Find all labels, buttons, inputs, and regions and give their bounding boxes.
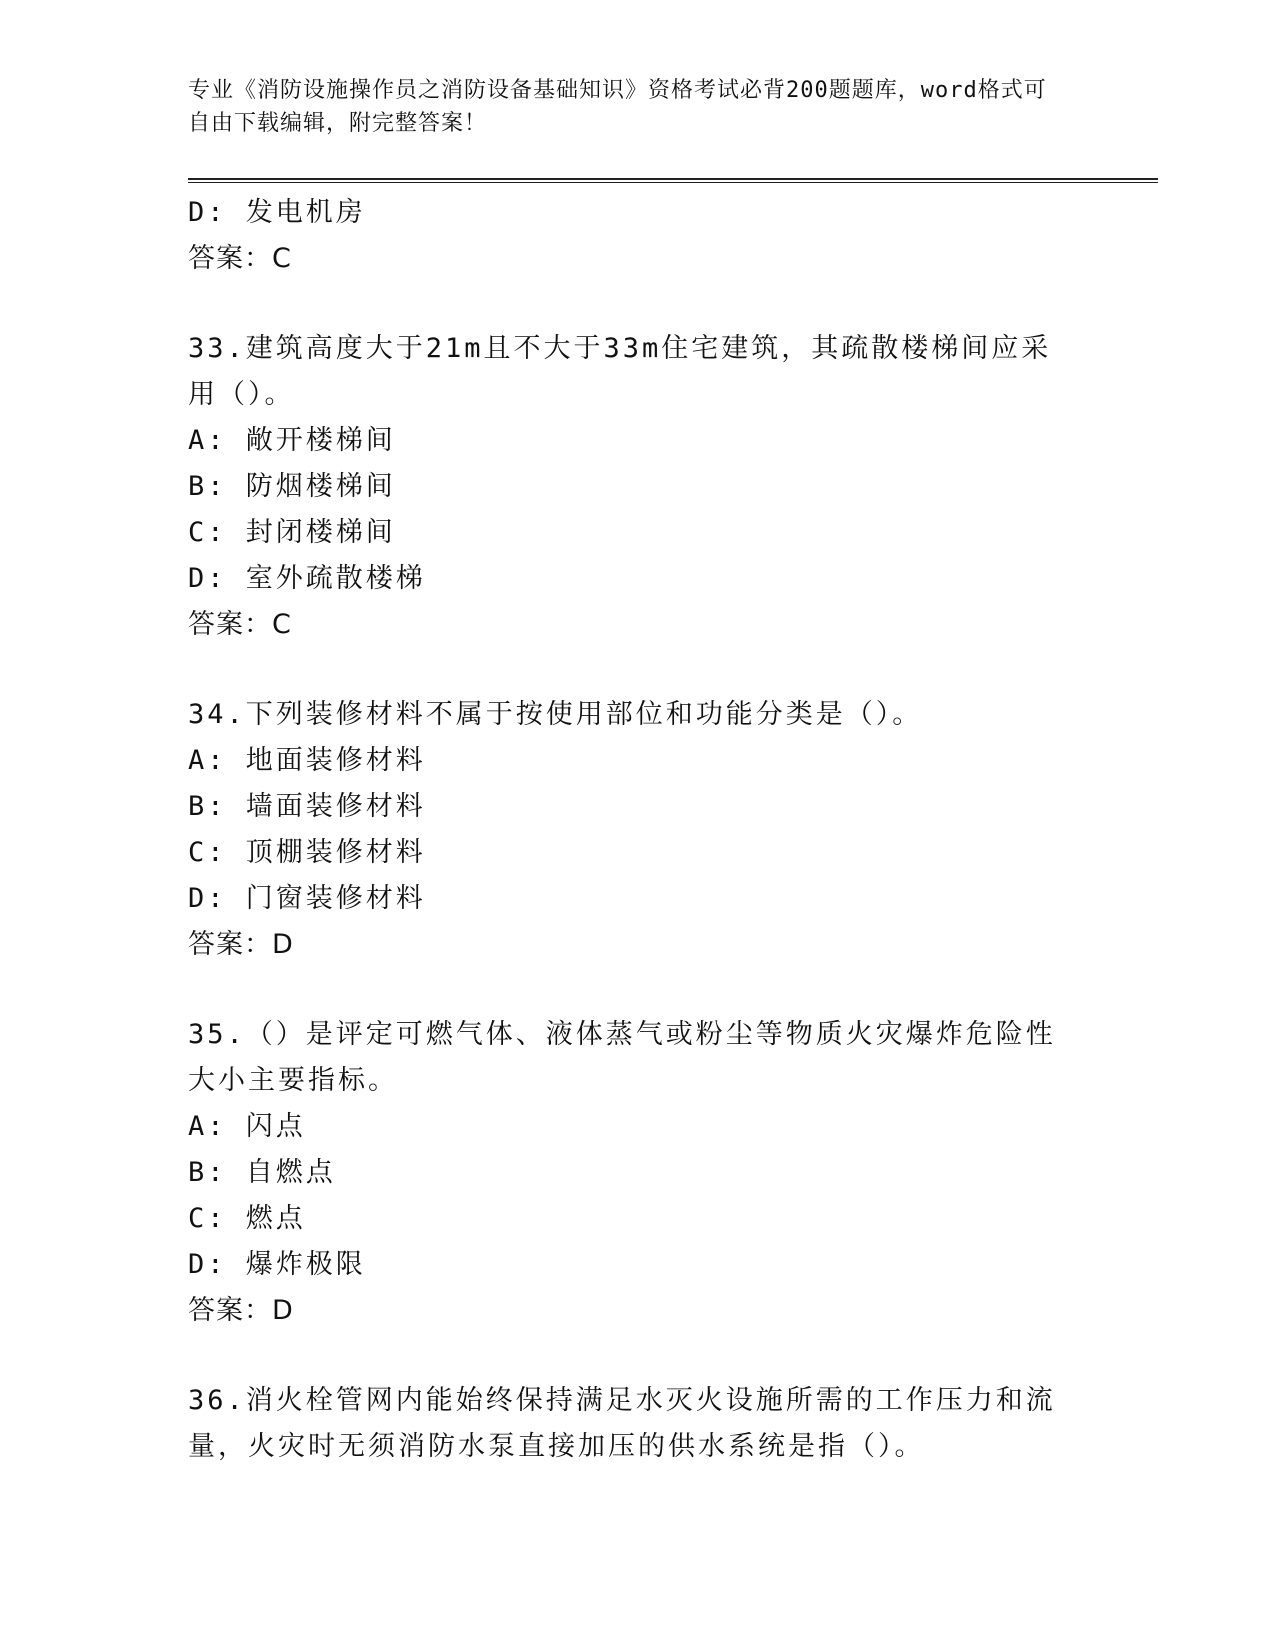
question-35 [188,1012,1068,1334]
question-text: 34.下列装修材料不属于按使用部位和功能分类是（）。 [188,699,923,730]
option-d: D: 发电机房 [188,197,366,228]
option-c: C: 燃点 [188,1203,306,1234]
answer-line: 答案：D [188,1295,294,1326]
option-a: A: 地面装修材料 [188,745,426,776]
document-body [188,190,1068,1470]
document-header: 专业《消防设施操作员之消防设备基础知识》资格考试必背200题题库，word格式可自由下载编辑，附完整答案！ [188,78,1047,136]
question-36 [188,1378,1068,1470]
question-text: 36.消火栓管网内能始终保持满足水灭火设施所需的工作压力和流量，火灾时无须消防水泵直接加压的供水系统是指（）。 [188,1385,1056,1462]
option-d: D: 门窗装修材料 [188,883,426,914]
header-divider [188,178,1158,183]
question-34 [188,692,1068,968]
option-d: D: 室外疏散楼梯 [188,563,426,594]
option-a: A: 敞开楼梯间 [188,425,396,456]
option-c: C: 顶棚装修材料 [188,837,426,868]
answer-line: 答案：C [188,243,292,274]
option-d: D: 爆炸极限 [188,1249,366,1280]
option-b: B: 防烟楼梯间 [188,471,396,502]
answer-line: 答案：C [188,609,292,640]
question-text: 33.建筑高度大于21m且不大于33m住宅建筑，其疏散楼梯间应采用（）。 [188,333,1052,410]
option-a: A: 闪点 [188,1111,306,1142]
question-33 [188,326,1068,648]
option-b: B: 墙面装修材料 [188,791,426,822]
question-text: 35.（）是评定可燃气体、液体蒸气或粉尘等物质火灾爆炸危险性大小主要指标。 [188,1019,1056,1096]
option-b: B: 自燃点 [188,1157,336,1188]
option-c: C: 封闭楼梯间 [188,517,396,548]
answer-line: 答案：D [188,929,294,960]
